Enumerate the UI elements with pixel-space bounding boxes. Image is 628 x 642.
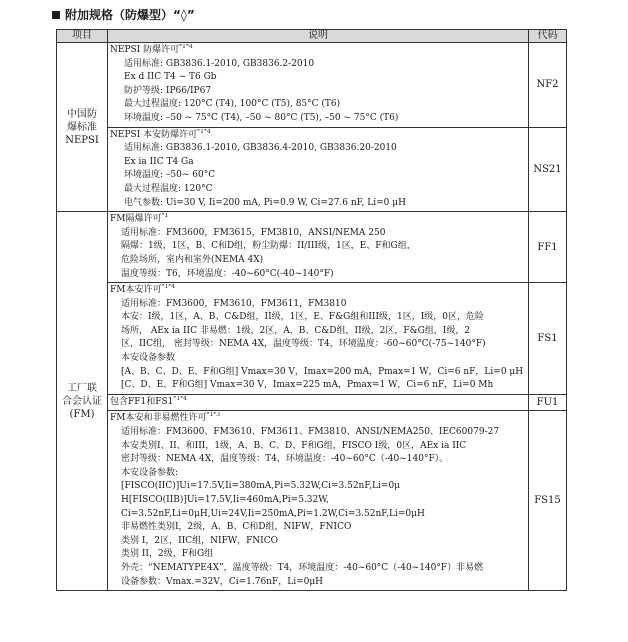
approval-heading-text: NEPSI 本安防爆许可 bbox=[110, 129, 198, 140]
table-row bbox=[57, 411, 567, 591]
approval-heading bbox=[110, 44, 526, 58]
table-row bbox=[57, 212, 567, 283]
spec-line: 本安：I级，1区，A、B、C&D组，II级，1区，E、F&G组和III级，1区，I级，0区，危险 bbox=[121, 312, 485, 323]
group-item-cell bbox=[57, 212, 108, 591]
table-header-row bbox=[57, 30, 567, 43]
spec-line: 密封等级：NEMA 4X，温度等级：T4，环境温度：-40~60°C（-40~140°F）。 bbox=[121, 454, 449, 465]
approval-heading bbox=[110, 284, 526, 298]
spec-line: 适用标准：FM3600、FM3610、FM3611、FM3810、ANSI/NEMA250、IEC60079-27 bbox=[121, 427, 500, 438]
spec-line: H[FISCO(IIB)]Ui=17.5V,Ii=460mA,Pi=5.32W, bbox=[121, 495, 329, 505]
table-row bbox=[57, 127, 567, 212]
footnote-marker: *1*3 bbox=[206, 412, 221, 419]
spec-line: 适用标准：FM3600，FM3610，FM3611，FM3810 bbox=[121, 298, 347, 309]
approval-heading-text: FM隔爆许可 bbox=[110, 214, 162, 225]
spec-line: 本安类别I、II、和III，1级，A、B、C、D、F和G组，FISCO I级，0区，AEx ia IIC bbox=[121, 440, 467, 451]
description-cell bbox=[108, 212, 529, 283]
option-code-cell: NF2 bbox=[529, 43, 567, 128]
spec-line: [FISCO(IIC)]Ui=17.5V,Ii=380mA,Pi=5.32W,Ci=3.52nF,Li=0μ bbox=[121, 481, 401, 492]
spec-line: Ex ia IIC T4 Ga bbox=[124, 156, 194, 167]
table-row bbox=[57, 43, 567, 128]
spec-line: 最大过程温度: 120°C (T4), 100°C (T5), 85°C (T6) bbox=[124, 99, 341, 110]
group-item-line: (FM) bbox=[69, 408, 95, 420]
spec-line: 类别 I，2区，IIC组，NIFW，FNICO bbox=[121, 535, 279, 546]
option-code-cell: FS1 bbox=[529, 283, 567, 395]
spec-line: 类别 II，2级，F和G组 bbox=[121, 549, 214, 560]
spec-line: 隔爆：1级，1区，B、C和D组，粉尘防爆：II/III级，1区，E、F和G组， bbox=[121, 241, 416, 252]
approval-heading-text: FM本安许可 bbox=[110, 285, 162, 296]
spec-line: [C、D、E、F和G组] Vmax=30 V，Imax=225 mA，Pmax=1 W，Ci=6 nF，Li=0 Mh bbox=[121, 380, 494, 391]
spec-line: 适用标准: GB3836.1-2010, GB3836.4-2010, GB3836.20-2010 bbox=[124, 143, 397, 154]
approval-heading-text: NEPSI 防爆许可 bbox=[110, 45, 180, 55]
approval-heading bbox=[110, 412, 526, 426]
footnote-marker: *1*4 bbox=[161, 284, 176, 291]
table-row bbox=[57, 394, 567, 411]
footnote-marker: *1*4 bbox=[197, 128, 211, 135]
spec-line: 温度等级：T6，环境温度：-40~60°C(-40~140°F) bbox=[121, 268, 334, 279]
footnote-marker: *1*4 bbox=[179, 44, 193, 50]
spec-line: 区，IIC组， 密封等级：NEMA 4X，温度等级：T4，环境温度：-60~60°C(-75~140°F) bbox=[121, 339, 486, 350]
approval-heading bbox=[110, 129, 526, 143]
spec-line: Ci=3.52nF,Li=0μH,Ui=24V,Ii=250mA,Pi=1.2W,Ci=3.52nF,Li=0μH bbox=[121, 508, 425, 519]
footnote-marker: *1*4 bbox=[173, 395, 187, 402]
description-cell bbox=[108, 411, 529, 591]
header-item: 项目 bbox=[57, 30, 108, 43]
spec-line: 本安设备参数: bbox=[121, 467, 179, 478]
spec-line: 外壳：“NEMATYPE4X”，温度等级：T4，环境温度：-40~60°C（-40~140°F）非易燃 bbox=[121, 562, 484, 573]
spec-line: 适用标准：FM3600，FM3615，FM3810，ANSI/NEMA 250 bbox=[121, 227, 386, 238]
group-item-line: 中国防 bbox=[67, 108, 97, 120]
group-item-line: 爆标准 bbox=[67, 121, 97, 133]
spec-line: 适用标准: GB3836.1-2010, GB3836.2-2010 bbox=[124, 58, 315, 69]
spec-line: 最大过程温度: 120°C bbox=[124, 183, 213, 194]
option-code-cell: FU1 bbox=[529, 394, 567, 411]
section-title: 附加规格（防爆型）“◊” bbox=[52, 6, 195, 23]
spec-line: 场所， AEx ia IIC 非易燃：1级，2区，A、B、C&D组，II级，2区，F&G组，I级，2 bbox=[121, 325, 471, 336]
description-cell bbox=[108, 43, 529, 128]
footnote-marker: *1 bbox=[161, 213, 169, 220]
spec-line: Ex d IIC T4 ~ T6 Gb bbox=[124, 72, 217, 83]
spec-line: 防护等级: IP66/IP67 bbox=[124, 85, 212, 96]
group-item-line: 合会认证 bbox=[62, 395, 102, 407]
spec-line: 本安设备参数 bbox=[121, 353, 176, 364]
spec-line: 电气参数: Ui=30 V, Ii=200 mA, Pi=0.9 W, Ci=27.6 nF, Li=0 μH bbox=[124, 197, 406, 208]
spec-line: 环境温度: –50 ~ 75°C (T4), –50 ~ 80°C (T5), –50 ~ 75°C (T6) bbox=[124, 112, 399, 123]
approval-heading bbox=[110, 213, 526, 227]
square-bullet-icon bbox=[52, 11, 60, 19]
description-cell bbox=[108, 283, 529, 395]
group-item-line: NEPSI bbox=[65, 134, 99, 146]
description-cell bbox=[108, 394, 529, 411]
header-desc: 说明 bbox=[108, 30, 529, 43]
approval-heading bbox=[110, 396, 526, 410]
spec-line: 设备参数：Vmax.=32V，Ci=1.76nF，Li=0μH bbox=[121, 576, 324, 587]
description-cell bbox=[108, 127, 529, 212]
option-code-cell: FF1 bbox=[529, 212, 567, 283]
group-item-line: 工厂联 bbox=[67, 382, 97, 394]
header-code: 代码 bbox=[529, 30, 567, 43]
option-code-cell: FS15 bbox=[529, 411, 567, 591]
spec-line: [A、B、C、D、E、F和G组] Vmax=30 V，Imax=200 mA，Pmax=1 W，Ci=6 nF，Li=0 μH bbox=[121, 366, 524, 377]
spec-line: 环境温度: –50~ 60°C bbox=[124, 170, 216, 181]
approval-heading-text: FM本安和非易燃性许可 bbox=[110, 413, 207, 424]
spec-table bbox=[56, 29, 567, 591]
group-item-cell bbox=[57, 43, 108, 212]
approval-heading-text: 包含FF1和FS1 bbox=[110, 396, 174, 407]
table-row bbox=[57, 283, 567, 395]
option-code-cell: NS21 bbox=[529, 127, 567, 212]
spec-line: 危险场所，室内和室外(NEMA 4X) bbox=[121, 254, 264, 265]
table-body bbox=[57, 43, 567, 591]
spec-line: 非易燃性类别I，2级，A、B、C和D组，NIFW，FNICO bbox=[121, 522, 352, 533]
